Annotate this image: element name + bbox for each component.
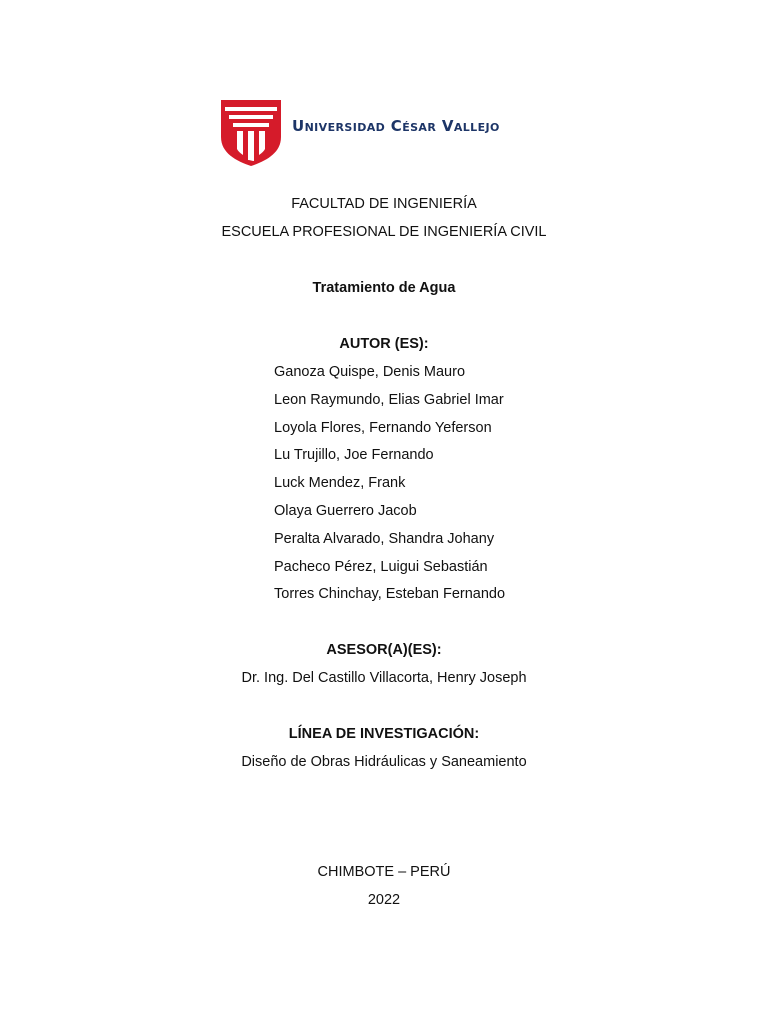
author-item: Pacheco Pérez, Luigui Sebastián [274, 558, 488, 575]
author-item: Ganoza Quispe, Denis Mauro [274, 364, 466, 380]
author-item: Loyola Flores, Fernando Yeferson [274, 419, 492, 436]
year: 2022 [367, 892, 401, 908]
authors-label: AUTOR (ES): [339, 336, 429, 352]
author-item: Olaya Guerrero Jacob [274, 502, 417, 519]
research-line: Diseño de Obras Hidráulicas y Saneamiento [241, 754, 527, 770]
advisor-name: Dr. Ing. Del Castillo Villacorta, Henry Joseph [241, 670, 527, 686]
document-title: Tratamiento de Agua [312, 280, 456, 296]
advisor-label: ASESOR(A)(ES): [326, 642, 442, 658]
faculty-heading: FACULTAD DE INGENIERÍA [291, 196, 477, 212]
shield-icon [220, 99, 282, 167]
university-logo [220, 99, 560, 167]
authors-list [274, 362, 654, 612]
university-name: Universidad César Vallejo [292, 117, 500, 135]
author-item: Lu Trujillo, Joe Fernando [274, 447, 434, 464]
research-line-label: LÍNEA DE INVESTIGACIÓN: [288, 726, 480, 742]
author-item: Leon Raymundo, Elias Gabriel Imar [274, 391, 504, 408]
location: CHIMBOTE – PERÚ [317, 864, 451, 880]
author-item: Peralta Alvarado, Shandra Johany [274, 530, 495, 547]
author-item: Torres Chinchay, Esteban Fernando [274, 586, 506, 603]
school-heading: ESCUELA PROFESIONAL DE INGENIERÍA CIVIL [221, 224, 547, 240]
author-item: Luck Mendez, Frank [274, 475, 406, 492]
